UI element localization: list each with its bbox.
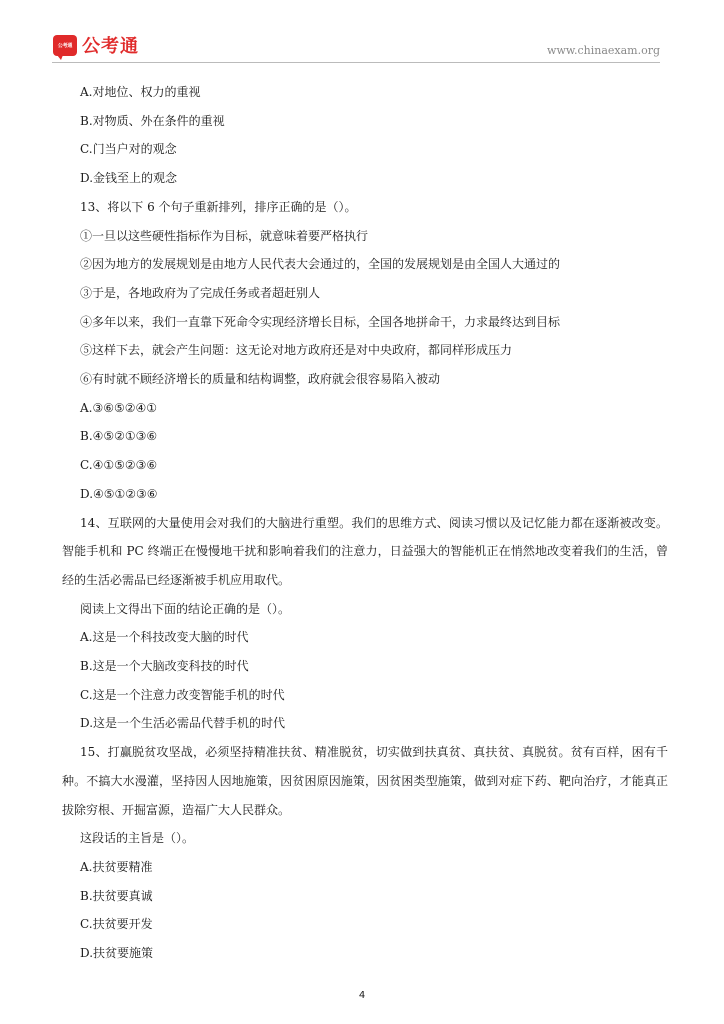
page-number: 4: [358, 990, 366, 1001]
site-url: www.chinaexam.org: [547, 44, 660, 57]
q12-option-b: B.对物质、外在条件的重视: [80, 113, 225, 128]
q13-sentence-6: ⑥有时就不顾经济增长的质量和结构调整，政府就会很容易陷入被动: [80, 372, 441, 387]
document-body: [62, 78, 668, 968]
q12-option-a: A.对地位、权力的重视: [80, 85, 201, 99]
q14-option-a: A.这是一个科技改变大脑的时代: [80, 630, 249, 645]
logo-text: 公考通: [82, 36, 139, 57]
q14-option-b: B.这是一个大脑改变科技的时代: [80, 659, 249, 674]
q13-stem: 13、将以下 6 个句子重新排列，排序正确的是（）。: [80, 199, 357, 214]
q14-option-d: D.这是一个生活必需品代替手机的时代: [80, 716, 286, 731]
q13-sentence-5: ⑤这样下去，就会产生问题：这无论对地方政府还是对中央政府，都同样形成压力: [80, 343, 513, 358]
q13-option-a: A.③⑥⑤②④①: [80, 400, 158, 415]
q15-option-b: B.扶贫要真诚: [80, 888, 153, 903]
q12-option-d: D.金钱至上的观念: [80, 171, 178, 186]
q13-option-d: D.④⑤①②③⑥: [80, 486, 158, 501]
q15-option-d: D.扶贫要施策: [80, 946, 154, 961]
q13-sentence-3: ③于是，各地政府为了完成任务或者超赶别人: [80, 285, 321, 300]
header-divider: [52, 62, 660, 63]
q14-option-c: C.这是一个注意力改变智能手机的时代: [80, 687, 285, 702]
q13-sentence-2: ②因为地方的发展规划是由地方人民代表大会通过的，全国的发展规划是由全国人大通过的: [80, 257, 561, 272]
q15-option-a: A.扶贫要精准: [80, 859, 153, 874]
q15-stem: 这段话的主旨是（）。: [80, 831, 195, 846]
q14-stem: 阅读上文得出下面的结论正确的是（）。: [80, 601, 291, 616]
q14-passage: 14、互联网的大量使用会对我们的大脑进行重塑。我们的思维方式、阅读习惯以及记忆能力都在逐渐被改变。智能手机和 PC 终端正在慢慢地干扰和影响着我们的注意力，日益强大的智能机正在悄然地改变着我们的生活，曾经的生活必需品已经逐渐被手机应用取代。: [62, 515, 668, 587]
q13-sentence-4: ④多年以来，我们一直靠下死命令实现经济增长目标，全国各地拼命干，力求最终达到目标: [80, 314, 561, 329]
brand-logo: [53, 32, 139, 58]
logo-badge-icon: 公考通: [53, 35, 77, 56]
q13-sentence-1: ①一旦以这些硬性指标作为目标，就意味着要严格执行: [80, 228, 369, 243]
q13-option-c: C.④①⑤②③⑥: [80, 458, 158, 473]
page-header: [0, 0, 724, 66]
q15-passage: 15、打赢脱贫攻坚战，必须坚持精准扶贫、精准脱贫，切实做到扶真贫、真扶贫、真脱贫。贫有百样，困有千种。不搞大水漫灌，坚持因人因地施策，因贫困原因施策，因贫困类型施策，做到对症下药、靶向治疗，才能真正拔除穷根、开掘富源，造福广大人民群众。: [62, 745, 668, 817]
q13-option-b: B.④⑤②①③⑥: [80, 429, 158, 444]
q12-option-c: C.门当户对的观念: [80, 142, 177, 157]
q15-option-c: C.扶贫要开发: [80, 917, 153, 932]
